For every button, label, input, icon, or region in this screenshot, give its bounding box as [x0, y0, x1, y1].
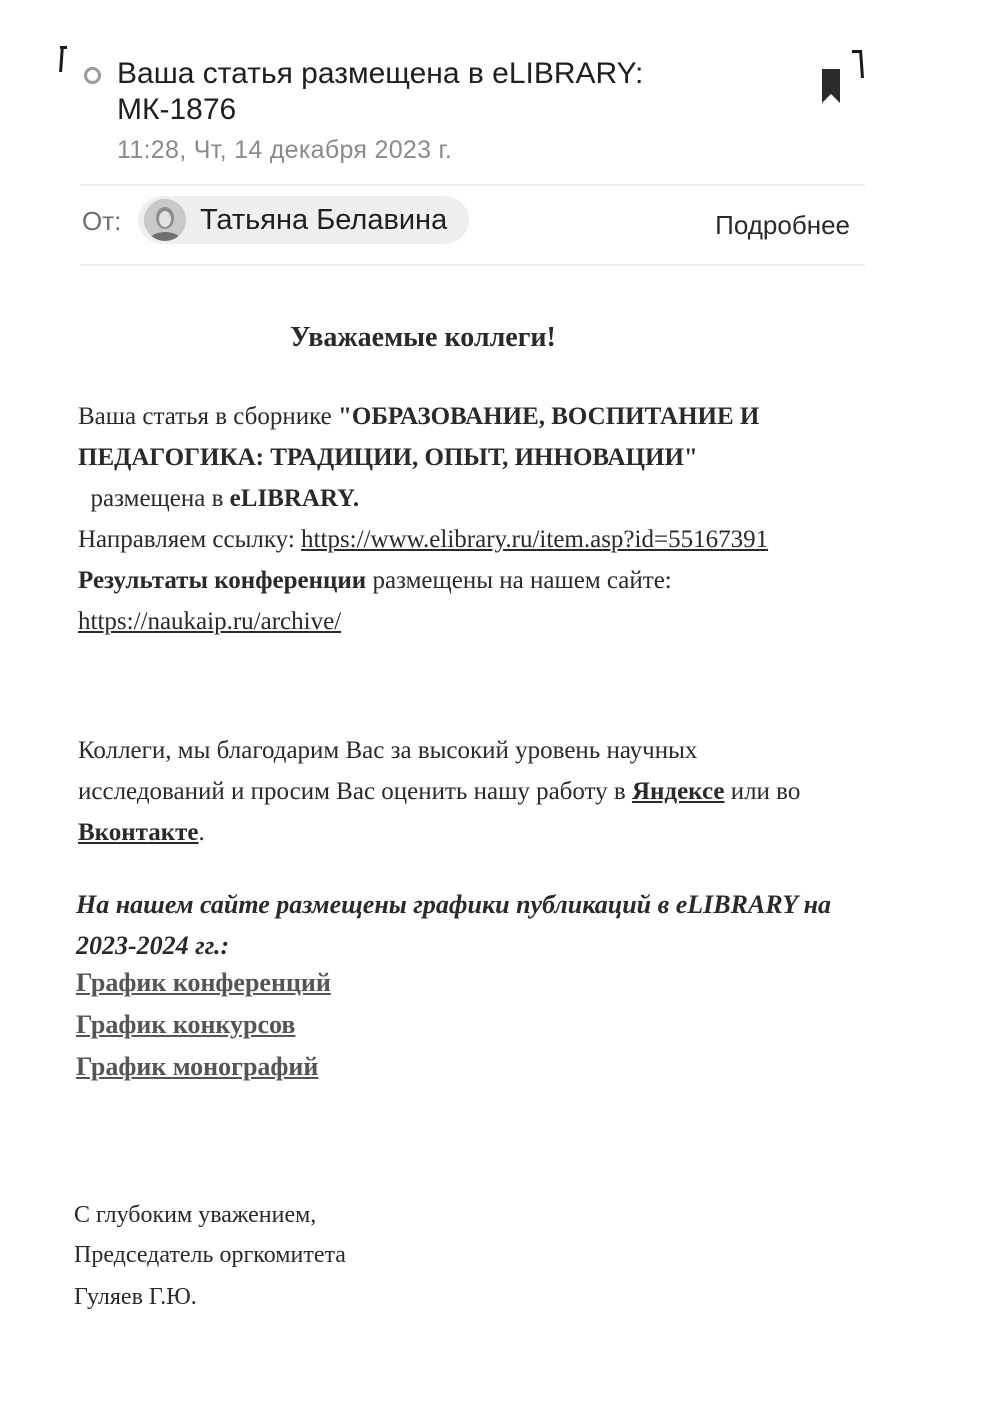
text-span: Ваша статья в сборнике — [78, 403, 339, 430]
signature-line: Председатель оргкомитета — [74, 1242, 346, 1268]
email-date: 11:28, Чт, 14 декабря 2023 г. — [117, 136, 453, 164]
avatar-photo-icon — [144, 199, 186, 241]
text-span: или во — [724, 778, 801, 805]
contest-schedule-link[interactable]: График конкурсов — [76, 1010, 296, 1039]
email-subject: Ваша статья размещена в eLIBRARY: МК-1876 — [117, 57, 644, 126]
text-span: Коллеги, мы благодарим Вас за высокий уровень научных исследований и просим Вас оценить нашу работу в — [78, 737, 698, 805]
scan-corner-mark — [59, 46, 64, 72]
archive-link[interactable]: https://naukaip.ru/archive/ — [78, 608, 342, 635]
text-span: размещены на нашем сайте: — [366, 567, 672, 594]
vkontakte-link[interactable]: Вконтакте — [78, 819, 199, 846]
text-span: Направляем ссылку: — [78, 526, 302, 553]
schedule-promo-text: На нашем сайте размещены графики публикаций в eLIBRARY на 2023-2024 гг.: — [76, 890, 832, 960]
header-divider — [80, 264, 865, 266]
text-span: . — [198, 819, 205, 846]
rating-request-paragraph — [78, 730, 848, 853]
header-divider — [80, 184, 865, 186]
avatar — [144, 199, 186, 241]
bookmark-icon[interactable] — [820, 67, 842, 105]
conference-schedule-link[interactable]: График конференций — [76, 968, 331, 997]
elibrary-article-link[interactable]: https://www.elibrary.ru/item.asp?id=55167391 — [301, 526, 769, 553]
signature-line: С глубоким уважением, — [74, 1202, 317, 1228]
collection-title: "ОБРАЗОВАНИЕ, ВОСПИТАНИЕ И ПЕДАГОГИКА: ТРАДИЦИИ, ОПЫТ, ИННОВАЦИИ" — [78, 403, 760, 471]
sender-chip[interactable] — [138, 196, 469, 244]
yandex-link[interactable]: Яндексе — [631, 778, 725, 805]
greeting: Уважаемые коллеги! — [290, 322, 556, 353]
details-link[interactable]: Подробнее — [715, 210, 850, 240]
unread-status-icon[interactable] — [84, 67, 101, 84]
elibrary-label: eLIBRARY. — [229, 485, 360, 512]
from-label: От: — [82, 206, 122, 236]
email-header — [80, 52, 870, 272]
monograph-schedule-link[interactable]: График монографий — [76, 1052, 319, 1081]
results-label: Результаты конференции — [78, 567, 367, 594]
signature-line: Гуляев Г.Ю. — [74, 1284, 197, 1310]
sender-name: Татьяна Белавина — [200, 204, 448, 236]
article-placement-paragraph — [78, 396, 798, 642]
text-span: размещена в — [78, 485, 230, 512]
